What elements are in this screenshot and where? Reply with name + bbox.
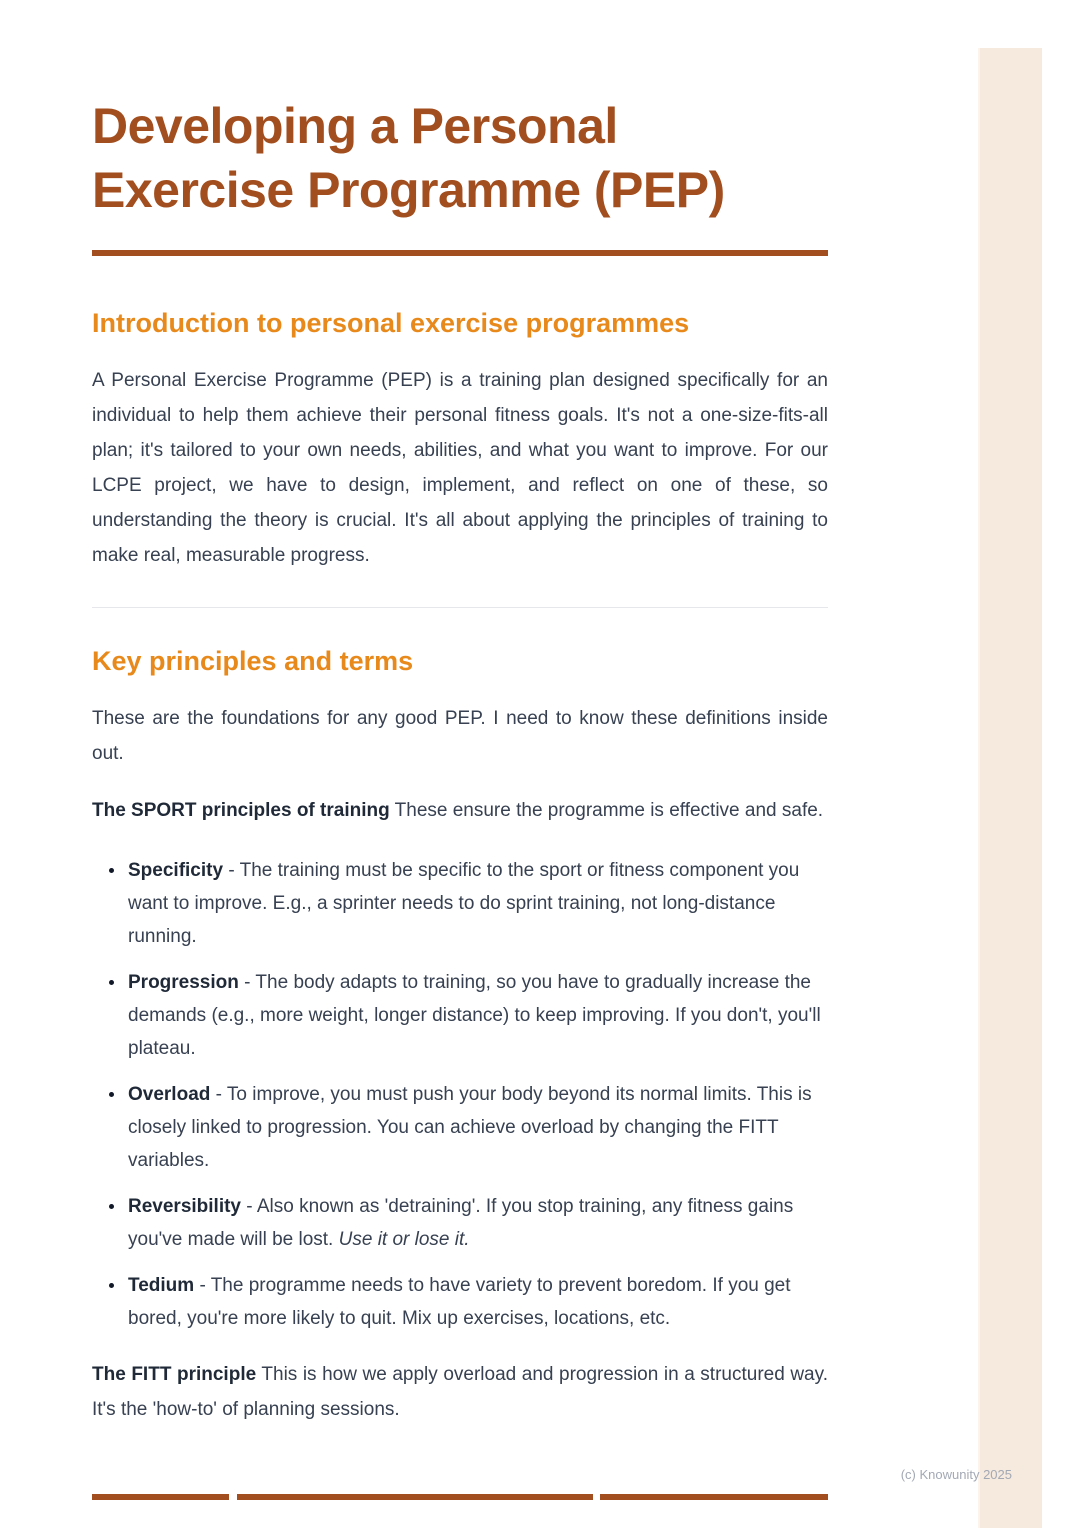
document-content [92, 94, 828, 1427]
definition-progression: - The body adapts to training, so you have to gradually increase the demands (e.g., more weight, longer distance) to keep improving. If you don't, you'll plateau. [128, 972, 821, 1060]
bottom-rule-segment [600, 1494, 828, 1500]
footer-credit: (c) Knowunity 2025 [900, 1467, 1012, 1482]
bottom-rule-segment [92, 1494, 229, 1500]
term-reversibility: Reversibility [128, 1196, 241, 1218]
definition-tedium: - The programme needs to have variety to prevent boredom. If you get bored, you're more likely to quit. Mix up exercises, locations, etc. [128, 1275, 791, 1330]
section-divider [92, 607, 828, 608]
term-tedium: Tedium [128, 1275, 195, 1297]
bottom-rule-segment [237, 1494, 593, 1500]
definition-reversibility-motto: Use it or lose it. [338, 1229, 470, 1251]
fitt-principle-description: This is how we apply overload and progression in a structured way. It's the 'how-to' of planning sessions. [92, 1364, 828, 1421]
section-heading-introduction: Introduction to personal exercise programmes [92, 308, 690, 338]
bottom-page-rule [92, 1494, 828, 1500]
list-item-tedium [126, 1269, 828, 1335]
definition-overload: - To improve, you must push your body beyond its normal limits. This is closely linked to progression. You can achieve overload by changing the FITT variables. [128, 1084, 812, 1172]
sport-principles-lead [92, 793, 828, 828]
definition-reversibility: - Also known as 'detraining'. If you stop training, any fitness gains you've made will be lost. [128, 1196, 794, 1251]
sport-principles-description: These ensure the programme is effective and safe. [394, 800, 824, 822]
list-item-reversibility [126, 1190, 828, 1256]
definition-specificity: - The training must be specific to the sport or fitness component you want to improve. E.g., a sprinter needs to do sprint training, not long-distance running. [128, 860, 800, 948]
fitt-principle-lead [92, 1357, 828, 1427]
section-heading-key-principles: Key principles and terms [92, 646, 414, 677]
sport-principles-term: The SPORT principles of training [92, 800, 390, 822]
term-overload: Overload [128, 1084, 211, 1106]
key-principles-intro: These are the foundations for any good PEP. I need to know these definitions inside out. [92, 708, 828, 765]
title-underline-rule [92, 250, 828, 256]
list-item-specificity [126, 854, 828, 953]
list-item-progression [126, 966, 828, 1065]
term-specificity: Specificity [128, 860, 224, 882]
term-progression: Progression [128, 972, 239, 994]
list-item-overload [126, 1078, 828, 1177]
section-introduction [92, 306, 828, 573]
section-key-principles [92, 644, 828, 1427]
introduction-paragraph: A Personal Exercise Programme (PEP) is a training plan designed specifically for an individual to help them achieve their personal fitness goals. It's not a one-size-fits-all plan; it's tailored to your own needs, abilities, and what you want to improve. For our LCPE project, we have to design, implement, and reflect on one of these, so understanding the theory is crucial. It's all about applying the principles of training to make real, measurable progress. [92, 370, 828, 567]
page-edge-strip [978, 48, 1042, 1528]
fitt-principle-term: The FITT principle [92, 1364, 257, 1386]
sport-principles-list [92, 854, 828, 1335]
page-title: Developing a Personal Exercise Programme (PEP) [92, 98, 725, 218]
